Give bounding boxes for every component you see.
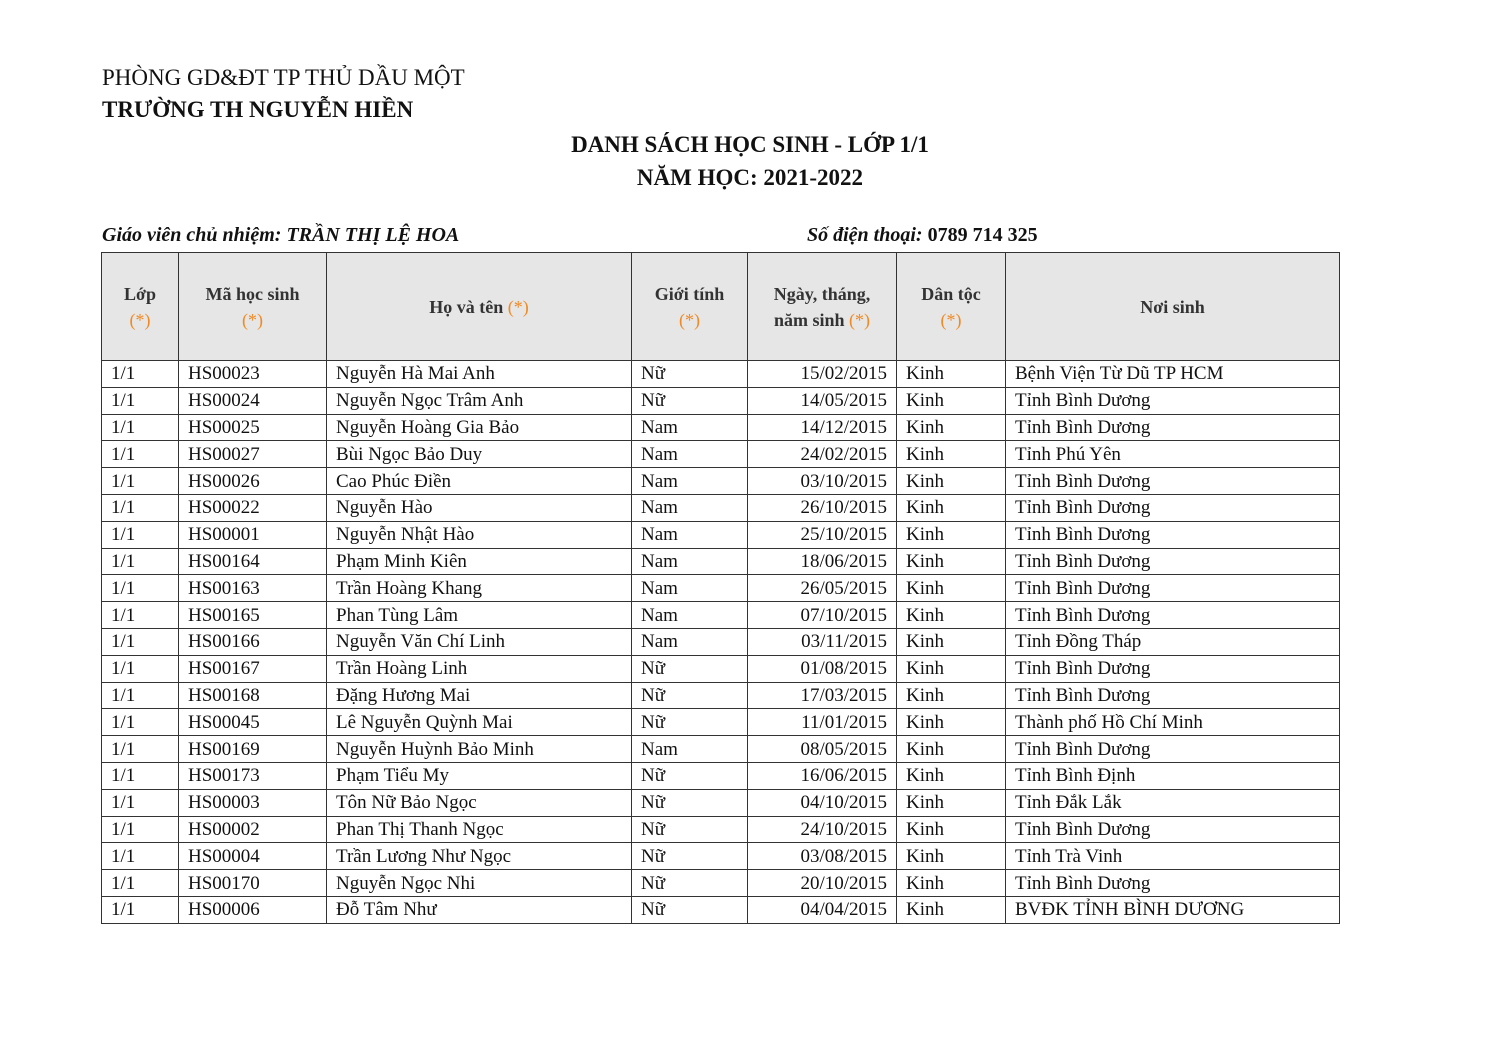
ethnicity-cell: Kinh: [897, 602, 1006, 629]
student-id-cell: HS00164: [179, 548, 327, 575]
table-row: [102, 494, 1340, 521]
birth-date-cell: 25/10/2015: [748, 521, 897, 548]
student-id-cell: HS00173: [179, 762, 327, 789]
class-cell: 1/1: [102, 843, 179, 870]
full-name-cell: Bùi Ngọc Bảo Duy: [327, 441, 632, 468]
birth-date-cell: 18/06/2015: [748, 548, 897, 575]
birthplace-cell: Tỉnh Bình Dương: [1006, 494, 1340, 521]
student-id-cell: HS00006: [179, 896, 327, 923]
birth-date-cell: 04/04/2015: [748, 896, 897, 923]
ethnicity-cell: Kinh: [897, 414, 1006, 441]
table-header-row: [102, 253, 1340, 361]
gender-cell: Nam: [632, 468, 748, 495]
birth-date-cell: 03/11/2015: [748, 628, 897, 655]
student-id-cell: HS00023: [179, 361, 327, 388]
phone-value: 0789 714 325: [927, 224, 1038, 246]
full-name-cell: Nguyễn Huỳnh Bảo Minh: [327, 736, 632, 763]
ethnicity-cell: Kinh: [897, 843, 1006, 870]
class-cell: 1/1: [102, 548, 179, 575]
col-header-gender: Giới tính (*): [632, 253, 748, 361]
full-name-cell: Trần Hoàng Linh: [327, 655, 632, 682]
birthplace-cell: Tỉnh Bình Dương: [1006, 468, 1340, 495]
birthplace-cell: Tỉnh Bình Dương: [1006, 548, 1340, 575]
class-cell: 1/1: [102, 575, 179, 602]
col-header-student-id: Mã học sinh (*): [179, 253, 327, 361]
birth-date-cell: 04/10/2015: [748, 789, 897, 816]
gender-cell: Nam: [632, 441, 748, 468]
gender-cell: Nam: [632, 575, 748, 602]
table-row: [102, 441, 1340, 468]
class-cell: 1/1: [102, 682, 179, 709]
table-row: [102, 575, 1340, 602]
ethnicity-cell: Kinh: [897, 494, 1006, 521]
full-name-cell: Nguyễn Ngọc Trâm Anh: [327, 387, 632, 414]
ethnicity-cell: Kinh: [897, 575, 1006, 602]
gender-cell: Nữ: [632, 762, 748, 789]
table-row: [102, 709, 1340, 736]
gender-cell: Nam: [632, 548, 748, 575]
full-name-cell: Phạm Tiểu My: [327, 762, 632, 789]
table-row: [102, 816, 1340, 843]
table-row: [102, 682, 1340, 709]
school-year: NĂM HỌC: 2021-2022: [636, 165, 864, 190]
table-row: [102, 521, 1340, 548]
birth-date-cell: 07/10/2015: [748, 602, 897, 629]
table-row: [102, 414, 1340, 441]
birth-date-cell: 03/10/2015: [748, 468, 897, 495]
class-cell: 1/1: [102, 870, 179, 897]
gender-cell: Nam: [632, 736, 748, 763]
student-id-cell: HS00025: [179, 414, 327, 441]
birthplace-cell: Tỉnh Đồng Tháp: [1006, 628, 1340, 655]
full-name-cell: Tôn Nữ Bảo Ngọc: [327, 789, 632, 816]
ethnicity-cell: Kinh: [897, 655, 1006, 682]
birth-date-cell: 14/12/2015: [748, 414, 897, 441]
table-row: [102, 361, 1340, 388]
class-cell: 1/1: [102, 602, 179, 629]
org-header: [102, 62, 465, 126]
student-id-cell: HS00024: [179, 387, 327, 414]
student-id-cell: HS00168: [179, 682, 327, 709]
ethnicity-cell: Kinh: [897, 896, 1006, 923]
student-id-cell: HS00027: [179, 441, 327, 468]
table-row: [102, 789, 1340, 816]
student-id-cell: HS00003: [179, 789, 327, 816]
birthplace-cell: Tỉnh Bình Dương: [1006, 602, 1340, 629]
full-name-cell: Nguyễn Hoàng Gia Bảo: [327, 414, 632, 441]
student-id-cell: HS00004: [179, 843, 327, 870]
gender-cell: Nữ: [632, 816, 748, 843]
birth-date-cell: 26/05/2015: [748, 575, 897, 602]
gender-cell: Nữ: [632, 789, 748, 816]
class-cell: 1/1: [102, 414, 179, 441]
gender-cell: Nam: [632, 602, 748, 629]
birth-date-cell: 20/10/2015: [748, 870, 897, 897]
class-cell: 1/1: [102, 361, 179, 388]
ethnicity-cell: Kinh: [897, 736, 1006, 763]
ethnicity-cell: Kinh: [897, 870, 1006, 897]
birthplace-cell: Tỉnh Bình Dương: [1006, 521, 1340, 548]
birthplace-cell: Tỉnh Phú Yên: [1006, 441, 1340, 468]
birthplace-cell: Tỉnh Bình Dương: [1006, 387, 1340, 414]
table-row: [102, 387, 1340, 414]
col-header-ethnicity: Dân tộc (*): [897, 253, 1006, 361]
table-row: [102, 736, 1340, 763]
gender-cell: Nam: [632, 521, 748, 548]
ethnicity-cell: Kinh: [897, 521, 1006, 548]
phone-label: Số điện thoại:: [807, 224, 923, 246]
full-name-cell: Phan Thị Thanh Ngọc: [327, 816, 632, 843]
student-table: [101, 252, 1340, 924]
birth-date-cell: 26/10/2015: [748, 494, 897, 521]
full-name-cell: Đặng Hương Mai: [327, 682, 632, 709]
class-cell: 1/1: [102, 628, 179, 655]
class-cell: 1/1: [102, 709, 179, 736]
ethnicity-cell: Kinh: [897, 682, 1006, 709]
birthplace-cell: Tỉnh Bình Dương: [1006, 870, 1340, 897]
full-name-cell: Trần Lương Như Ngọc: [327, 843, 632, 870]
gender-cell: Nam: [632, 494, 748, 521]
birthplace-cell: Tỉnh Bình Dương: [1006, 736, 1340, 763]
gender-cell: Nữ: [632, 361, 748, 388]
student-id-cell: HS00022: [179, 494, 327, 521]
table-row: [102, 548, 1340, 575]
table-row: [102, 602, 1340, 629]
teacher-label: Giáo viên chủ nhiệm:: [102, 224, 282, 246]
ethnicity-cell: Kinh: [897, 709, 1006, 736]
col-header-class: Lớp (*): [102, 253, 179, 361]
birthplace-cell: BVĐK TỈNH BÌNH DƯƠNG: [1006, 896, 1340, 923]
birthplace-cell: Tỉnh Bình Dương: [1006, 414, 1340, 441]
birth-date-cell: 11/01/2015: [748, 709, 897, 736]
ethnicity-cell: Kinh: [897, 762, 1006, 789]
birth-date-cell: 14/05/2015: [748, 387, 897, 414]
phone-line: [807, 224, 1038, 247]
student-id-cell: HS00169: [179, 736, 327, 763]
col-header-birthplace: Nơi sinh: [1006, 253, 1340, 361]
full-name-cell: Cao Phúc Điền: [327, 468, 632, 495]
table-row: [102, 843, 1340, 870]
birth-date-cell: 01/08/2015: [748, 655, 897, 682]
student-id-cell: HS00165: [179, 602, 327, 629]
class-cell: 1/1: [102, 387, 179, 414]
birthplace-cell: Tỉnh Trà Vinh: [1006, 843, 1340, 870]
birth-date-cell: 16/06/2015: [748, 762, 897, 789]
col-header-birth-date: Ngày, tháng, năm sinh (*): [748, 253, 897, 361]
table-row: [102, 896, 1340, 923]
birth-date-cell: 24/02/2015: [748, 441, 897, 468]
department-name: PHÒNG GD&ĐT TP THỦ DẦU MỘT: [102, 65, 465, 90]
full-name-cell: Nguyễn Ngọc Nhi: [327, 870, 632, 897]
gender-cell: Nữ: [632, 387, 748, 414]
table-row: [102, 762, 1340, 789]
table-row: [102, 628, 1340, 655]
ethnicity-cell: Kinh: [897, 361, 1006, 388]
ethnicity-cell: Kinh: [897, 441, 1006, 468]
student-id-cell: HS00002: [179, 816, 327, 843]
col-header-full-name: Họ và tên (*): [327, 253, 632, 361]
teacher-name: TRẦN THỊ LỆ HOA: [286, 224, 460, 246]
birthplace-cell: Tỉnh Bình Định: [1006, 762, 1340, 789]
class-cell: 1/1: [102, 468, 179, 495]
birthplace-cell: Thành phố Hồ Chí Minh: [1006, 709, 1340, 736]
full-name-cell: Nguyễn Nhật Hào: [327, 521, 632, 548]
full-name-cell: Nguyễn Hà Mai Anh: [327, 361, 632, 388]
gender-cell: Nữ: [632, 896, 748, 923]
full-name-cell: Trần Hoàng Khang: [327, 575, 632, 602]
ethnicity-cell: Kinh: [897, 816, 1006, 843]
document-title: [0, 128, 1500, 194]
class-cell: 1/1: [102, 494, 179, 521]
birthplace-cell: Tỉnh Bình Dương: [1006, 575, 1340, 602]
full-name-cell: Lê Nguyễn Quỳnh Mai: [327, 709, 632, 736]
school-name: TRƯỜNG TH NGUYỄN HIỀN: [102, 97, 414, 122]
ethnicity-cell: Kinh: [897, 628, 1006, 655]
birthplace-cell: Bệnh Viện Từ Dũ TP HCM: [1006, 361, 1340, 388]
ethnicity-cell: Kinh: [897, 468, 1006, 495]
student-id-cell: HS00167: [179, 655, 327, 682]
birth-date-cell: 03/08/2015: [748, 843, 897, 870]
full-name-cell: Phạm Minh Kiên: [327, 548, 632, 575]
birth-date-cell: 24/10/2015: [748, 816, 897, 843]
birthplace-cell: Tỉnh Bình Dương: [1006, 682, 1340, 709]
table-row: [102, 870, 1340, 897]
class-cell: 1/1: [102, 655, 179, 682]
table-row: [102, 655, 1340, 682]
gender-cell: Nữ: [632, 655, 748, 682]
class-cell: 1/1: [102, 521, 179, 548]
full-name-cell: Nguyễn Văn Chí Linh: [327, 628, 632, 655]
full-name-cell: Nguyễn Hào: [327, 494, 632, 521]
class-cell: 1/1: [102, 762, 179, 789]
gender-cell: Nữ: [632, 709, 748, 736]
student-id-cell: HS00166: [179, 628, 327, 655]
student-id-cell: HS00163: [179, 575, 327, 602]
gender-cell: Nữ: [632, 870, 748, 897]
birth-date-cell: 15/02/2015: [748, 361, 897, 388]
ethnicity-cell: Kinh: [897, 387, 1006, 414]
student-id-cell: HS00026: [179, 468, 327, 495]
table-row: [102, 468, 1340, 495]
class-cell: 1/1: [102, 816, 179, 843]
ethnicity-cell: Kinh: [897, 789, 1006, 816]
student-id-cell: HS00045: [179, 709, 327, 736]
full-name-cell: Phan Tùng Lâm: [327, 602, 632, 629]
birth-date-cell: 17/03/2015: [748, 682, 897, 709]
gender-cell: Nữ: [632, 843, 748, 870]
birthplace-cell: Tỉnh Bình Dương: [1006, 655, 1340, 682]
full-name-cell: Đỗ Tâm Như: [327, 896, 632, 923]
class-cell: 1/1: [102, 896, 179, 923]
gender-cell: Nữ: [632, 682, 748, 709]
teacher-line: [102, 224, 459, 247]
student-id-cell: HS00170: [179, 870, 327, 897]
list-title: DANH SÁCH HỌC SINH - LỚP 1/1: [571, 132, 929, 157]
gender-cell: Nam: [632, 628, 748, 655]
class-cell: 1/1: [102, 736, 179, 763]
gender-cell: Nam: [632, 414, 748, 441]
birthplace-cell: Tỉnh Bình Dương: [1006, 816, 1340, 843]
student-id-cell: HS00001: [179, 521, 327, 548]
ethnicity-cell: Kinh: [897, 548, 1006, 575]
class-cell: 1/1: [102, 441, 179, 468]
birth-date-cell: 08/05/2015: [748, 736, 897, 763]
class-cell: 1/1: [102, 789, 179, 816]
birthplace-cell: Tỉnh Đắk Lắk: [1006, 789, 1340, 816]
